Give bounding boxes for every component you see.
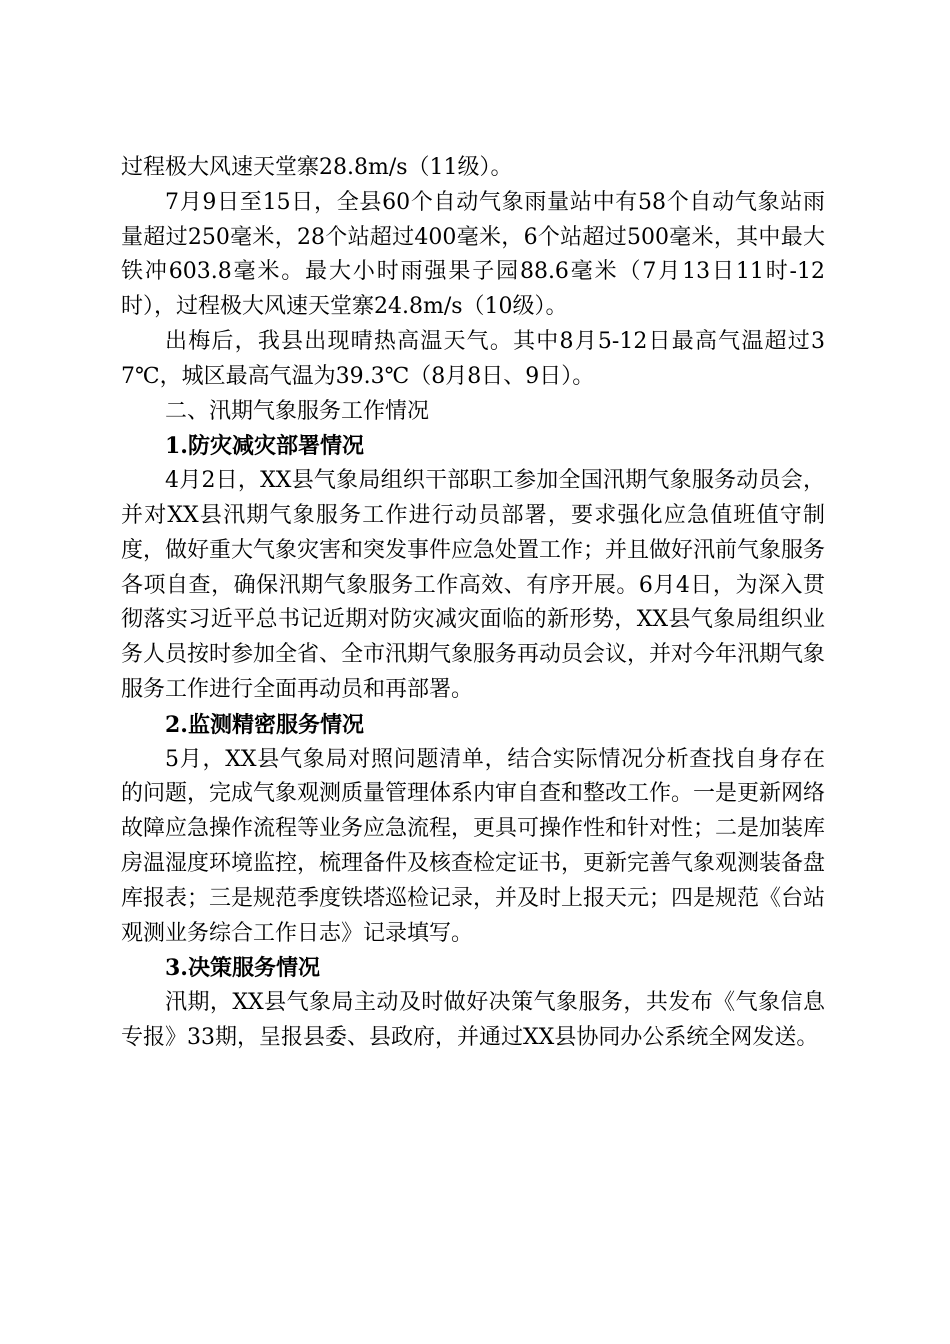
paragraph-july-rainfall: 7月9日至15日，全县60个自动气象雨量站中有58个自动气象站雨量超过250毫米，28个站超过400毫米，6个站超过500毫米，其中最大铁冲603.8毫米。最大小时雨强果子园88.6毫米（7月13日11时-12时），过程极大风速天堂寨24.8m/s（10级）。 (121, 189, 825, 320)
subsection-2-heading: 2.监测精密服务情况 (165, 711, 364, 738)
document-body (121, 151, 825, 1056)
paragraph-continuation: 过程极大风速天堂寨28.8m/s（11级）。 (121, 155, 513, 180)
subsection-1-heading: 1.防灾减灾部署情况 (165, 433, 364, 460)
subsection-3-heading: 3.决策服务情况 (165, 955, 320, 982)
subsection-1-text: 4月2日，XX县气象局组织干部职工参加全国汛期气象服务动员会，并对XX县汛期气象服务工作进行动员部署，要求强化应急值班值守制度，做好重大气象灾害和突发事件应急处置工作；并且做好汛前气象服务各项自查，确保汛期气象服务工作高效、有序开展。6月4日，为深入贯彻落实习近平总书记近期对防灾减灾面临的新形势，XX县气象局组织业务人员按时参加全省、全市汛期气象服务再动员会议，并对今年汛期气象服务工作进行全面再动员和再部署。 (121, 468, 826, 702)
subsection-2-text: 5月，XX县气象局对照问题清单，结合实际情况分析查找自身存在的问题，完成气象观测质量管理体系内审自查和整改工作。一是更新网络故障应急操作流程等业务应急流程，更具可操作性和针对性；二是加装库房温湿度环境监控，梳理备件及核查检定证书，更新完善气象观测装备盘库报表；三是规范季度铁塔巡检记录，并及时上报天元；四是规范《台站观测业务综合工作日志》记录填写。 (121, 746, 826, 946)
subsection-3-text: 汛期，XX县气象局主动及时做好决策气象服务，共发布《气象信息专报》33期，呈报县委、县政府，并通过XX县协同办公系统全网发送。 (121, 990, 825, 1050)
section-heading: 二、汛期气象服务工作情况 (165, 398, 430, 424)
paragraph-heat-wave: 出梅后，我县出现晴热高温天气。其中8月5-12日最高气温超过37℃，城区最高气温为39.3℃（8月8日、9日）。 (121, 328, 825, 389)
